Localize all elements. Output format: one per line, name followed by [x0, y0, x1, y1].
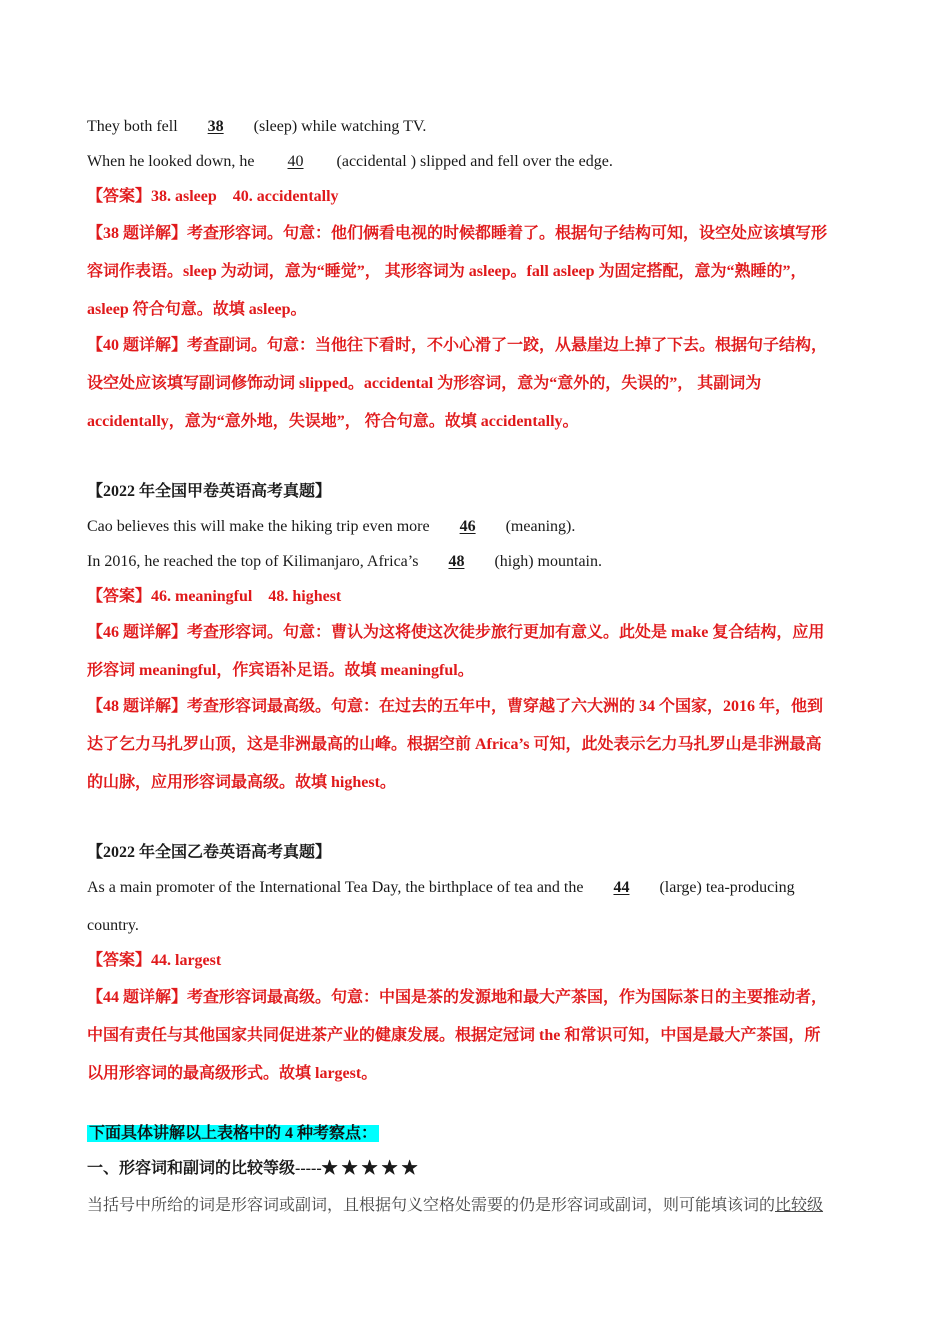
- question-44-continuation: country.: [87, 917, 139, 934]
- explanation-46-line-2: 形容词 meaningful，作宾语补足语。故填 meaningful。: [87, 662, 474, 679]
- explanation-48-line-1: 【48 题详解】考查形容词最高级。句意：在过去的五年中，曹穿越了六大洲的 34 个国家，2016 年，他到: [87, 698, 824, 715]
- underlined-term: 比较级: [775, 1197, 824, 1214]
- explanation-40-line-2: 设空处应该填写副词修饰动词 slipped。accidental 为形容词，意为“意外的，失误的”， 其副词为: [87, 375, 762, 392]
- answer-38-40: 【答案】38. asleep 40. accidentally: [87, 188, 339, 205]
- section-heading-2022-jia: 【2022 年全国甲卷英语高考真题】: [87, 483, 332, 500]
- question-44: As a main promoter of the International Tea Day, the birthplace of tea and the 44 (large) tea-producing: [87, 879, 795, 896]
- explanation-40-line-3: accidentally，意为“意外地，失误地”， 符合句意。故填 accidentally。: [87, 413, 579, 430]
- section-heading-2022-yi: 【2022 年全国乙卷英语高考真题】: [87, 844, 332, 861]
- explanation-38-line-3: asleep 符合句意。故填 asleep。: [87, 301, 307, 318]
- question-48: In 2016, he reached the top of Kilimanjaro, Africa’s 48 (high) mountain.: [87, 553, 602, 570]
- blank-40: 40: [287, 153, 304, 170]
- blank-48: 48: [448, 553, 465, 570]
- blank-38: 38: [207, 118, 224, 135]
- answer-44: 【答案】44. largest: [87, 952, 222, 969]
- explanation-46-line-1: 【46 题详解】考查形容词。句意：曹认为这将使这次徒步旅行更加有意义。此处是 make 复合结构，应用: [87, 624, 825, 641]
- section-1-heading: 一、形容词和副词的比较等级-----★ ★ ★ ★ ★: [87, 1160, 418, 1177]
- explanation-48-line-3: 的山脉，应用形容词最高级。故填 highest。: [87, 774, 396, 791]
- explanation-48-line-2: 达了乞力马扎罗山顶，这是非洲最高的山峰。根据空前 Africa’s 可知，此处表示乞力马扎罗山是非洲最高: [87, 736, 822, 753]
- highlight-intro: [87, 1124, 867, 1144]
- question-40: When he looked down, he 40 (accidental ) slipped and fell over the edge.: [87, 153, 613, 170]
- blank-46: 46: [459, 518, 476, 535]
- question-46: Cao believes this will make the hiking trip even more 46 (meaning).: [87, 518, 576, 535]
- question-38: They both fell 38 (sleep) while watching TV.: [87, 118, 427, 135]
- explanation-44-line-3: 以用形容词的最高级形式。故填 largest。: [87, 1065, 378, 1082]
- highlighted-text: 下面具体讲解以上表格中的 4 种考察点：: [89, 1125, 378, 1142]
- body-paragraph: 当括号中所给的词是形容词或副词，且根据句义空格处需要的仍是形容词或副词，则可能填该词的比较级: [87, 1197, 824, 1214]
- explanation-38-line-1: 【38 题详解】考查形容词。句意：他们俩看电视的时候都睡着了。根据句子结构可知，设空处应该填写形: [87, 225, 828, 242]
- explanation-40-line-1: 【40 题详解】考查副词。句意：当他往下看时，不小心滑了一跤，从悬崖边上掉了下去。根据句子结构，: [87, 337, 828, 354]
- blank-44: 44: [613, 879, 630, 896]
- answer-46-48: 【答案】46. meaningful 48. highest: [87, 588, 342, 605]
- explanation-44-line-1: 【44 题详解】考查形容词最高级。句意：中国是茶的发源地和最大产茶国，作为国际茶日的主要推动者，: [87, 989, 828, 1006]
- explanation-38-line-2: 容词作表语。sleep 为动词，意为“睡觉”， 其形容词为 asleep。fall asleep 为固定搭配，意为“熟睡的”，: [87, 263, 807, 280]
- explanation-44-line-2: 中国有责任与其他国家共同促进茶产业的健康发展。根据定冠词 the 和常识可知，中国是最大产茶国，所: [87, 1027, 821, 1044]
